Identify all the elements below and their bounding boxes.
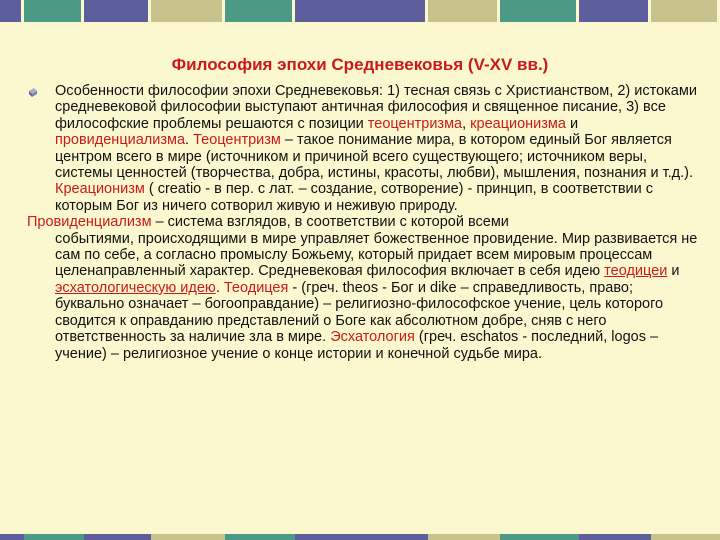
bar-segment [428,534,500,540]
bar-segment [651,0,720,22]
bar-segment [151,0,225,22]
text-run: – такое понимание мира, в котором единый Бог является центром всего в мире (источником и причиной всего существующего; источником веры, системы ценностей (творчества, добра, истины, красоты, любви), мышления, познания и т.д.). [55,132,693,182]
term-providentialism: провиденциализма [55,132,186,149]
bar-segment [295,534,428,540]
paragraph-2-body [27,231,699,362]
bar-segment [24,534,84,540]
bar-segment [0,0,24,22]
bar-segment [428,0,500,22]
bar-segment [579,0,651,22]
slide-body [27,83,699,362]
term-eschatological-idea: эсхатологическую идею [55,279,216,296]
bar-segment [500,534,579,540]
text-run: ( creatio - в пер. с лат. – создание, сотворение) - принцип, в соответствии с которым Бог из ничего сотворил живую и неживую природу. [55,181,653,214]
text-run: событиями, происходящими в мире управляет божественное провидение. Мир развивается не сам по себе, а согласно промыслу Божьему, который придает всем мировым процессам целенаправленный характер. Средневековая философия включает в себя идею [55,230,698,280]
bar-segment [84,534,151,540]
term-creationism-def: Креационизм [55,181,145,198]
term-theodicy: теодицеи [604,263,668,280]
bar-segment [579,534,651,540]
bottom-decorative-bar [0,534,720,540]
text-run: , [462,115,471,132]
bar-segment [225,0,295,22]
term-theodicy-def: Теодицея [223,279,289,296]
text-run: – система взглядов, в соответствии с которой всеми [151,214,509,231]
term-providentialism-def: Провиденциализм [27,214,152,231]
bar-segment [0,534,24,540]
term-theocentrism-def: Теоцентризм [193,132,281,149]
text-run: . [185,132,194,149]
paragraph-1 [27,83,699,214]
text-run: и [565,115,579,132]
term-eschatology: Эсхатология [330,329,415,346]
bar-segment [295,0,428,22]
text-run: Особенности философии эпохи Средневековья: 1) тесная связь с Христианством, 2) истоками средневековой философии выступают античная философия и священное писание, 3) все философские проблемы решаются с позиции [55,83,697,132]
paragraph-2 [27,214,699,362]
bullet-icon [27,87,38,98]
bar-segment [500,0,579,22]
text-run: (греч. eschatos - последний, logos – учение) – религиозное учение о конце истории и конечной судьбе мира. [55,329,659,362]
bar-segment [84,0,151,22]
text-run: и [667,263,680,280]
text-run: . [215,279,224,296]
bar-segment [225,534,295,540]
text-run: - (греч. theos - Бог и dike – справедливость, право; буквально означает – богооправдание) – религиозно-философское учение, цель которого сводится к оправданию представлений о Боге как абсолютном добре, сняв с него ответственность за наличие зла в мире. [55,279,664,346]
bar-segment [651,534,720,540]
term-creationism: креационизма [470,115,566,132]
bar-segment [24,0,84,22]
term-theocentrism: теоцентризма [367,115,463,132]
slide-title: Философия эпохи Средневековья (V-XV вв.) [171,55,549,74]
top-decorative-bar [0,0,720,22]
bar-segment [151,534,225,540]
